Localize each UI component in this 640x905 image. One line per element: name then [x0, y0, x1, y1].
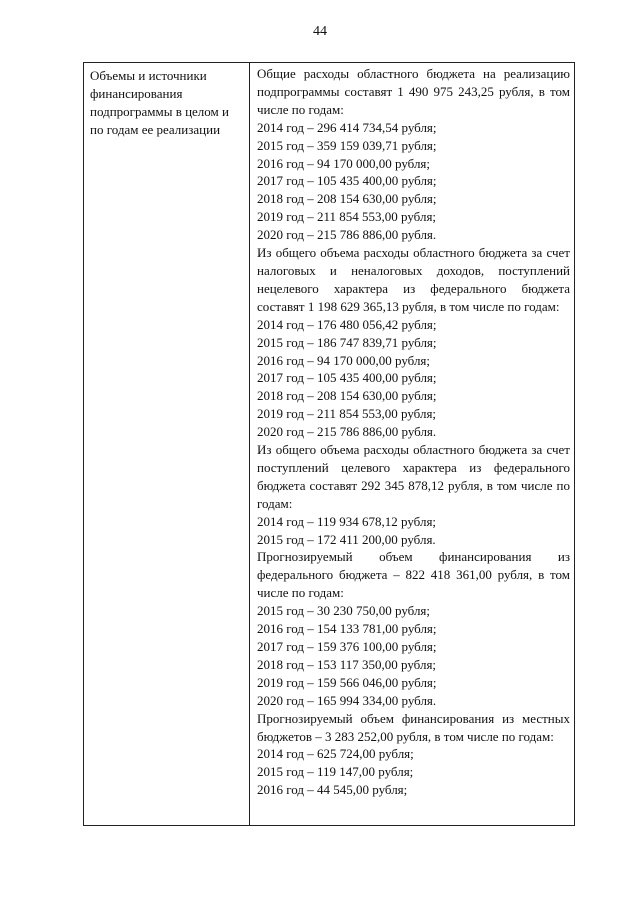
block-1-line: 2014 год – 296 414 734,54 рубля; — [257, 119, 437, 135]
block-4-line: 2017 год – 159 376 100,00 рубля; — [257, 639, 437, 654]
block-2-line: 2018 год – 208 154 630,00 рубля; — [257, 388, 437, 404]
block-1-line: 2020 год – 215 786 886,00 рубля. — [257, 227, 437, 243]
block-4-line: 2019 год – 159 566 046,00 рубля; — [257, 674, 437, 690]
page-number: 44 — [313, 24, 327, 39]
block-2-intro: Из общего объема расходы областного бюджета за счет налоговых и неналоговых доходов, поступлений нецелевого характера из федерального бюджета составят 1 198 629 365,13 рубля, в том числе по годам: — [257, 245, 570, 314]
block-4-line: 2016 год – 154 133 781,00 рубля; — [257, 621, 437, 637]
block-3-intro: Из общего объема расходы областного бюджета за счет поступлений целевого характера из федерального бюджета составят 292 345 878,12 рубля, в том числе по годам: — [257, 442, 570, 511]
block-4-line: 2015 год – 30 230 750,00 рубля; — [257, 603, 431, 619]
block-3-line: 2014 год – 119 934 678,12 рубля; — [257, 513, 437, 529]
block-5-line: 2014 год – 625 724,00 рубля; — [257, 746, 414, 762]
block-5-line: 2015 год – 119 147,00 рубля; — [257, 764, 414, 780]
block-2-line: 2017 год – 105 435 400,00 рубля; — [257, 370, 437, 386]
block-1-line: 2017 год – 105 435 400,00 рубля; — [257, 173, 437, 189]
row-content — [250, 63, 574, 825]
block-1-line: 2016 год – 94 170 000,00 рубля; — [257, 155, 431, 171]
block-4-line: 2018 год – 153 117 350,00 рубля; — [257, 656, 437, 672]
row-label: Объемы и источники финансирования подпрограммы в целом и по годам ее реализации — [84, 63, 250, 825]
block-4-intro: Прогнозируемый объем финансирования из федерального бюджета – 822 418 361,00 рубля, в том числе по годам: — [257, 549, 570, 601]
funding-table — [83, 62, 575, 826]
block-1-line: 2019 год – 211 854 553,00 рубля; — [257, 209, 437, 225]
block-2-line: 2015 год – 186 747 839,71 рубля; — [257, 334, 437, 350]
block-1-line: 2015 год – 359 159 039,71 рубля; — [257, 137, 437, 153]
block-1-line: 2018 год – 208 154 630,00 рубля; — [257, 191, 437, 207]
block-5-intro: Прогнозируемый объем финансирования из местных бюджетов – 3 283 252,00 рубля, в том числе по годам: — [257, 710, 570, 744]
block-2-line: 2014 год – 176 480 056,42 рубля; — [257, 316, 437, 332]
block-5-line: 2016 год – 44 545,00 рубля; — [257, 782, 408, 798]
block-2-line: 2020 год – 215 786 886,00 рубля. — [257, 424, 437, 440]
block-3-line: 2015 год – 172 411 200,00 рубля. — [257, 531, 436, 547]
block-1-intro: Общие расходы областного бюджета на реализацию подпрограммы составят 1 490 975 243,25 рубля, в том числе по годам: — [257, 66, 570, 117]
block-2-line: 2016 год – 94 170 000,00 рубля; — [257, 352, 431, 368]
block-4-line: 2020 год – 165 994 334,00 рубля. — [257, 692, 437, 708]
block-2-line: 2019 год – 211 854 553,00 рубля; — [257, 406, 437, 422]
